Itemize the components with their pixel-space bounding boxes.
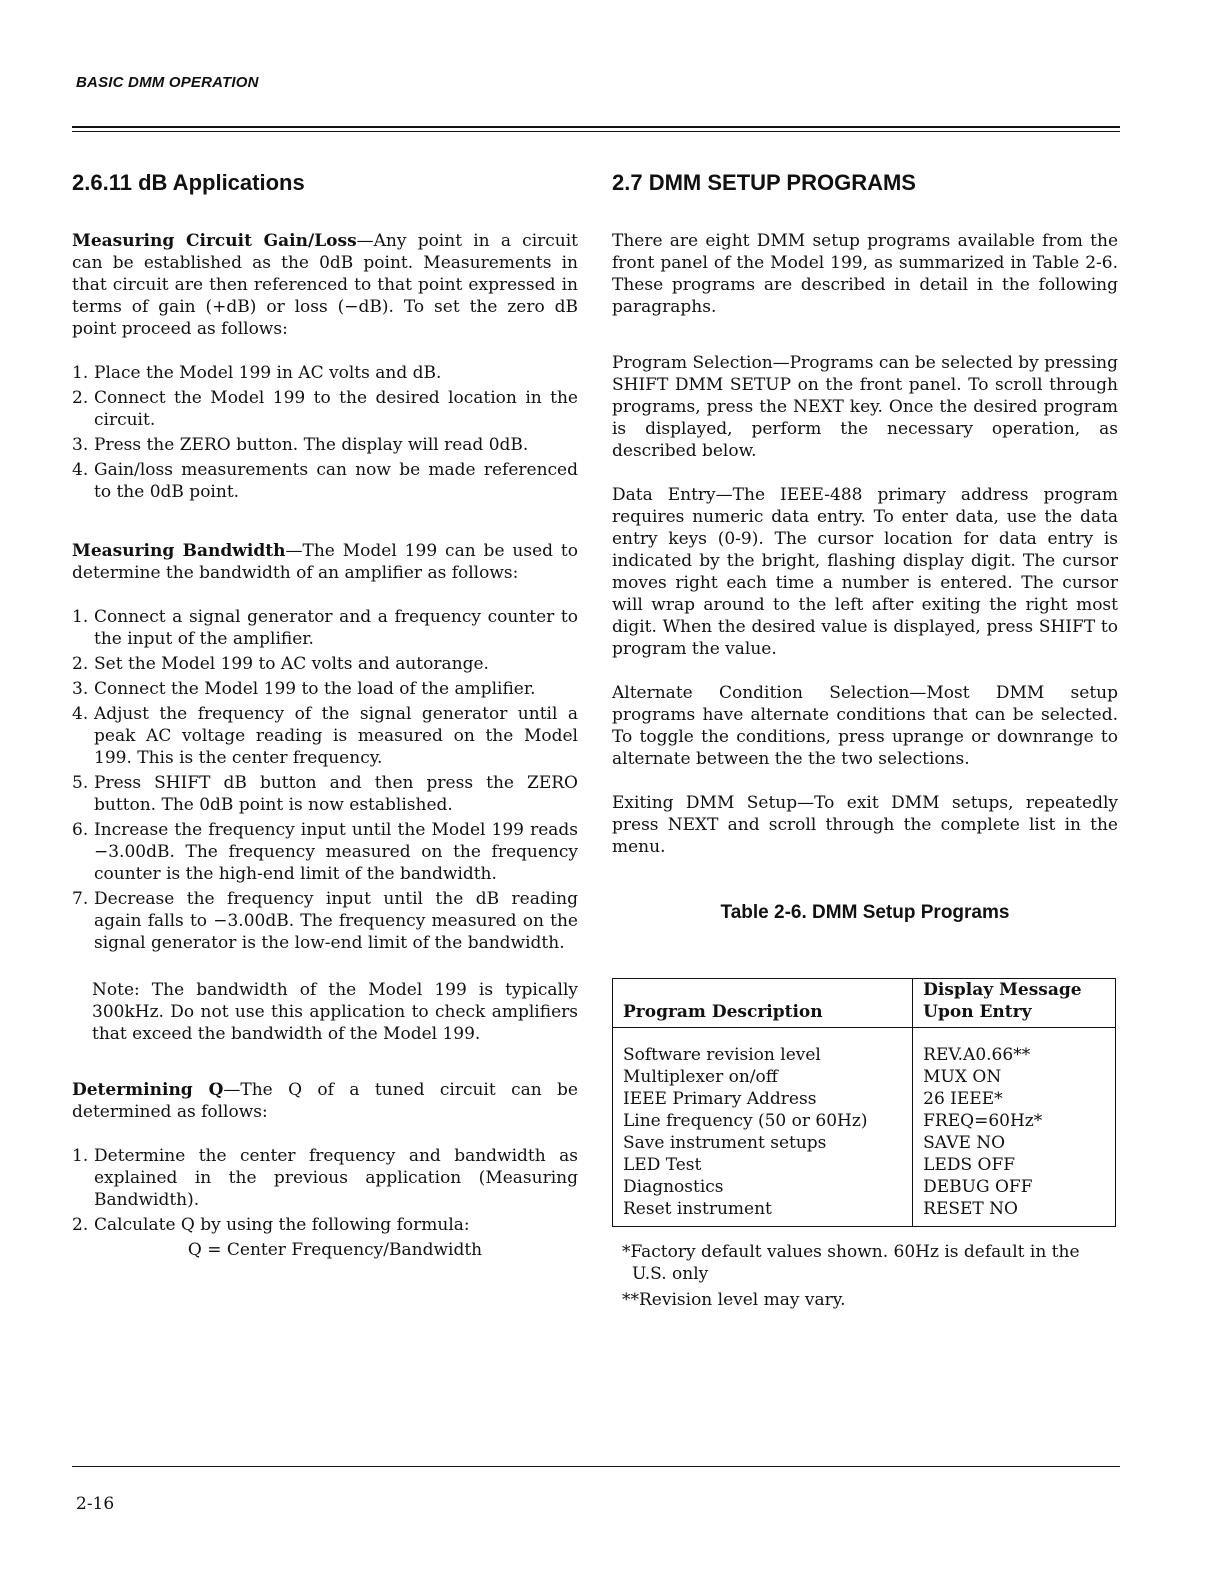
list-item: 7. Decrease the frequency input until the dB reading again falls to −3.00dB. The frequency measured on the signal generator is the low-end limit of the bandwidth.: [72, 889, 578, 953]
table-row: Software revision level REV.A0.66**: [613, 1028, 1116, 1067]
bandwidth-paragraph: [72, 540, 578, 584]
table-title: Table 2-6. DMM Setup Programs: [720, 902, 1010, 923]
table-row: IEEE Primary Address 26 IEEE*: [613, 1088, 1116, 1110]
table-row: Diagnostics DEBUG OFF: [613, 1176, 1116, 1198]
right-column: [612, 170, 1118, 1311]
section-heading-setup-programs: 2.7 DMM SETUP PROGRAMS: [612, 170, 916, 195]
determining-q-lead: Determining Q: [72, 1080, 224, 1100]
bandwidth-note: Note: The bandwidth of the Model 199 is typically 300kHz. Do not use this application to check amplifiers that exceed the bandwidth of the Model 199.: [92, 980, 578, 1044]
gain-loss-paragraph: [72, 230, 578, 340]
setup-intro-paragraph: There are eight DMM setup programs available from the front panel of the Model 199, as summarized in Table 2-6. These programs are described in detail in the following paragraphs.: [612, 231, 1118, 317]
determining-q-steps: [72, 1145, 578, 1236]
list-item: 1. Determine the center frequency and bandwidth as explained in the previous application (Measuring Bandwidth).: [72, 1146, 578, 1210]
running-header: BASIC DMM OPERATION: [76, 74, 259, 91]
table-header-row: [613, 979, 1116, 1028]
data-entry-paragraph: Data Entry—The IEEE-488 primary address program requires numeric data entry. To enter data, use the data entry keys (0-9). The cursor location for data entry is indicated by the bright, flashing display digit. The cursor moves right each time a number is entered. The cursor will wrap around to the left after exiting the right most digit. When the desired value is displayed, press SHIFT to program the value.: [612, 485, 1118, 659]
footnote-default-values: *Factory default values shown. 60Hz is default in the U.S. only: [622, 1242, 1080, 1284]
list-item: 4. Gain/loss measurements can now be made referenced to the 0dB point.: [72, 460, 578, 502]
footer-rule: [72, 1466, 1120, 1467]
list-item: 1. Connect a signal generator and a frequency counter to the input of the amplifier.: [72, 607, 578, 649]
exiting-setup-paragraph: Exiting DMM Setup—To exit DMM setups, repeatedly press NEXT and scroll through the complete list in the menu.: [612, 793, 1118, 857]
list-item: 3. Connect the Model 199 to the load of the amplifier.: [72, 679, 536, 699]
table-row: Reset instrument RESET NO: [613, 1198, 1116, 1227]
alternate-condition-paragraph: Alternate Condition Selection—Most DMM setup programs have alternate conditions that can be selected. To toggle the conditions, press uprange or downrange to alternate between the the two selections.: [612, 683, 1118, 769]
list-item: 5. Press SHIFT dB button and then press the ZERO button. The 0dB point is now established.: [72, 773, 578, 815]
list-item: 3. Press the ZERO button. The display will read 0dB.: [72, 435, 529, 455]
footnote-revision: **Revision level may vary.: [622, 1290, 846, 1310]
section-heading-db-applications: 2.6.11 dB Applications: [72, 170, 305, 195]
program-selection-paragraph: Program Selection—Programs can be selected by pressing SHIFT DMM SETUP on the front panel. To scroll through programs, press the NEXT key. Once the desired program is displayed, perform the necessary operation, as described below.: [612, 353, 1118, 461]
table-footnotes: [612, 1241, 1118, 1311]
setup-programs-table: [612, 978, 1116, 1227]
header-rule: [72, 126, 1120, 132]
table-row: Multiplexer on/off MUX ON: [613, 1066, 1116, 1088]
bandwidth-lead: Measuring Bandwidth: [72, 541, 286, 561]
gain-loss-steps: [72, 362, 578, 503]
table-row: Line frequency (50 or 60Hz) FREQ=60Hz*: [613, 1110, 1116, 1132]
column-header-message: Display Message Upon Entry: [913, 979, 1116, 1028]
determining-q-text: —The Q of a tuned circuit can be determined as follows:: [72, 1080, 578, 1122]
list-item: 2. Connect the Model 199 to the desired location in the circuit.: [72, 388, 578, 430]
gain-loss-lead: Measuring Circuit Gain/Loss: [72, 231, 357, 251]
left-column: [72, 170, 578, 1261]
list-item: 4. Adjust the frequency of the signal generator until a peak AC voltage reading is measured on the Model 199. This is the center frequency.: [72, 704, 578, 768]
determining-q-paragraph: [72, 1079, 578, 1123]
list-item: 6. Increase the frequency input until the Model 199 reads −3.00dB. The frequency measured on the frequency counter is the high-end limit of the bandwidth.: [72, 820, 578, 884]
list-item: 1. Place the Model 199 in AC volts and dB.: [72, 363, 442, 383]
gain-loss-text: —Any point in a circuit can be established as the 0dB point. Measurements in that circuit are then referenced to that point expressed in terms of gain (+dB) or loss (−dB). To set the zero dB point proceed as follows:: [72, 231, 578, 339]
table-row: Save instrument setups SAVE NO: [613, 1132, 1116, 1154]
bandwidth-text: —The Model 199 can be used to determine the bandwidth of an amplifier as follows:: [72, 541, 578, 583]
list-item: 2. Calculate Q by using the following formula:: [72, 1215, 470, 1235]
table-row: LED Test LEDS OFF: [613, 1154, 1116, 1176]
bandwidth-steps: [72, 606, 578, 954]
q-formula: Q = Center Frequency/Bandwidth: [187, 1240, 483, 1260]
page-number: 2-16: [76, 1494, 115, 1514]
list-item: 2. Set the Model 199 to AC volts and autorange.: [72, 654, 489, 674]
column-header-description: Program Description: [613, 979, 913, 1028]
